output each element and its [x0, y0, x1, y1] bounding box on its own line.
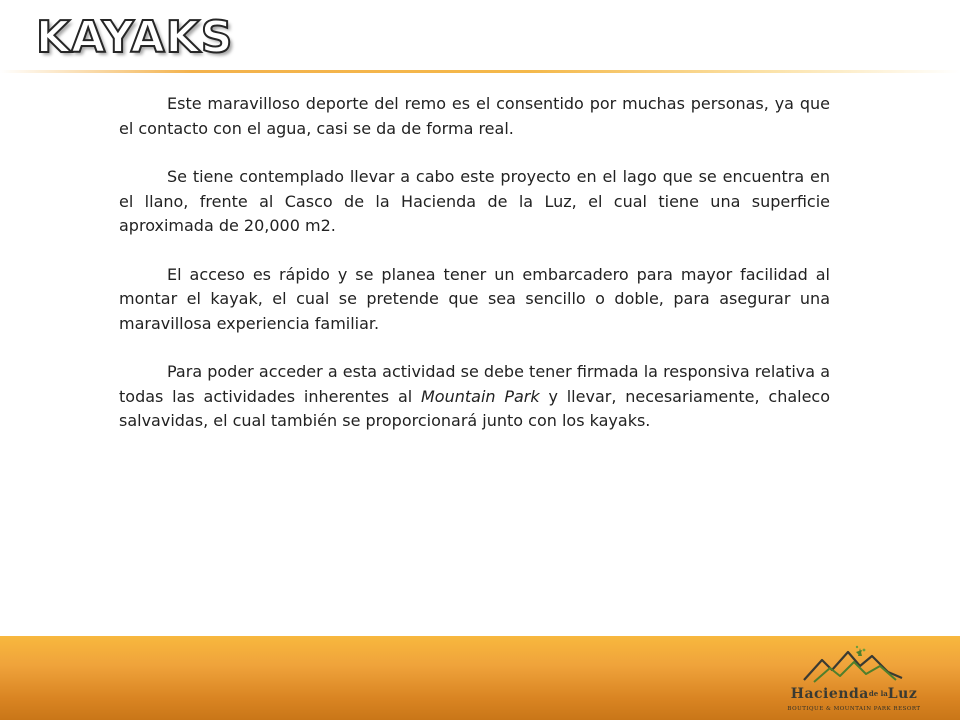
hacienda-de-la-luz-logo: [774, 644, 934, 718]
paragraph-location: Se tiene contemplado llevar a cabo este proyecto en el lago que se encuentra en el llano, frente al Casco de la Hacienda de la Luz, el cual tiene una superficie aproximada de 20,000 m2.: [119, 167, 830, 235]
requirements-text-end: y llevar, necesariamente, chaleco salvavidas, el cual también se proporcionará junto con los kayaks.: [119, 386, 831, 430]
title-divider: [0, 70, 960, 73]
mountains-icon: [802, 644, 906, 684]
requirements-text-start: Para poder acceder a esta actividad se debe tener firmada la responsiva relativa a todas las actividades inherentes al: [119, 362, 830, 406]
logo-word-de-la: de la: [868, 689, 888, 698]
body-text: [119, 92, 830, 458]
footer-band: [0, 636, 960, 720]
paragraph-requirements: [119, 360, 830, 434]
paragraph-intro: Este maravilloso deporte del remo es el consentido por muchas personas, ya que el contacto con el agua, casi se da de forma real.: [119, 94, 830, 138]
logo-tagline: BOUTIQUE & MOUNTAIN PARK RESORT: [787, 706, 921, 712]
slide-title: KAYAKS: [36, 12, 234, 63]
mountain-park-italic: Mountain Park: [421, 386, 540, 406]
logo-wordmark: [774, 686, 934, 702]
logo-word-hacienda: Hacienda: [790, 686, 869, 702]
paragraph-access: El acceso es rápido y se planea tener un embarcadero para mayor facilidad al montar el kayak, el cual se pretende que sea sencillo o doble, para asegurar una maravillosa experiencia familiar.: [119, 264, 830, 333]
logo-word-luz: Luz: [887, 686, 918, 702]
